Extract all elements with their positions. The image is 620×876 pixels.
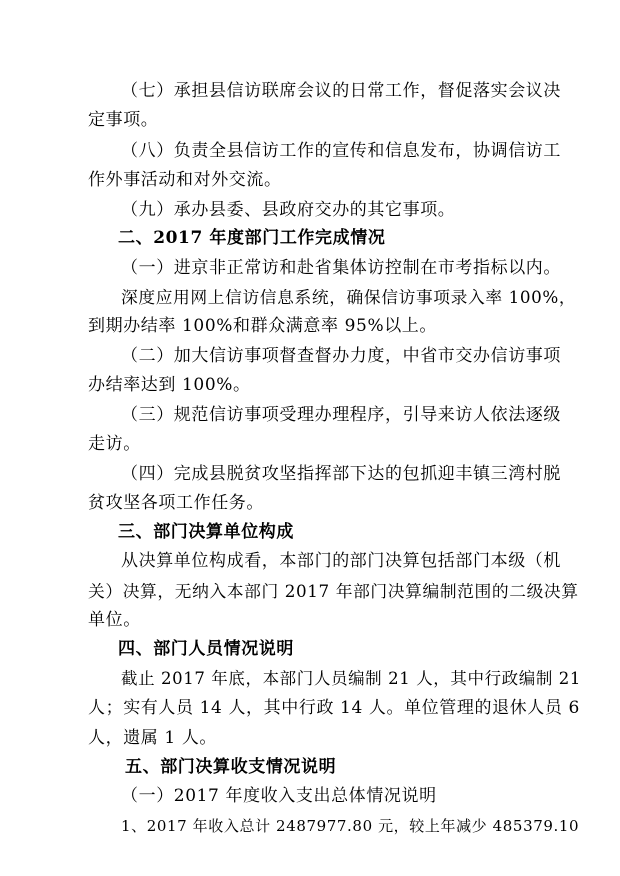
paragraph-task-1-line-2: 深度应用网上信访信息系统，确保信访事项录入率 100%，	[121, 287, 577, 307]
paragraph-staff-line-2: 人；实有人员 14 人，其中行政 14 人。单位管理的退休人员 6	[88, 698, 580, 718]
paragraph-task-3-line-1: （三）规范信访事项受理办理程序，引导来访人依法逐级	[121, 405, 561, 425]
paragraph-units-line-3: 单位。	[88, 610, 141, 630]
subsection-heading-5-1: （一）2017 年度收入支出总体情况说明	[121, 786, 437, 806]
paragraph-task-2-line-1: （二）加大信访事项督查督办力度，中省市交办信访事项	[121, 346, 561, 366]
section-heading-2: 二、2017 年度部门工作完成情况	[118, 228, 386, 248]
paragraph-units-line-1: 从决算单位构成看，本部门的部门决算包括部门本级（机	[121, 551, 561, 571]
paragraph-task-1-line-3: 到期办结率 100%和群众满意率 95%以上。	[88, 316, 437, 336]
paragraph-item-8-line-1: （八）负责全县信访工作的宣传和信息发布，协调信访工	[121, 141, 561, 161]
section-heading-4: 四、部门人员情况说明	[118, 639, 294, 659]
paragraph-task-1-line-1: （一）进京非正常访和赴省集体访控制在市考指标以内。	[121, 258, 561, 278]
section-heading-3: 三、部门决算单位构成	[118, 522, 294, 542]
paragraph-item-9: （九）承办县委、县政府交办的其它事项。	[121, 200, 456, 220]
paragraph-task-4-line-2: 贫攻坚各项工作任务。	[88, 493, 264, 513]
paragraph-item-7-line-2: 定事项。	[88, 110, 159, 130]
section-heading-5: 五、部门决算收支情况说明	[125, 757, 337, 777]
paragraph-item-7-line-1: （七）承担县信访联席会议的日常工作，督促落实会议决	[121, 81, 561, 101]
paragraph-task-4-line-1: （四）完成县脱贫攻坚指挥部下达的包抓迎丰镇三湾村脱	[121, 464, 561, 484]
paragraph-staff-line-1: 截止 2017 年底，本部门人员编制 21 人，其中行政编制 21	[121, 669, 582, 688]
paragraph-task-3-line-2: 走访。	[88, 434, 141, 454]
paragraph-task-2-line-2: 办结率达到 100%。	[88, 375, 251, 395]
paragraph-item-8-line-2: 作外事活动和对外交流。	[88, 170, 282, 190]
paragraph-staff-line-3: 人，遗属 1 人。	[88, 728, 218, 748]
paragraph-units-line-2: 关）决算，无纳入本部门 2017 年部门决算编制范围的二级决算	[88, 581, 579, 601]
paragraph-income-line-1: 1、2017 年收入总计 2487977.80 元，较上年减少 485379.10	[121, 817, 580, 835]
